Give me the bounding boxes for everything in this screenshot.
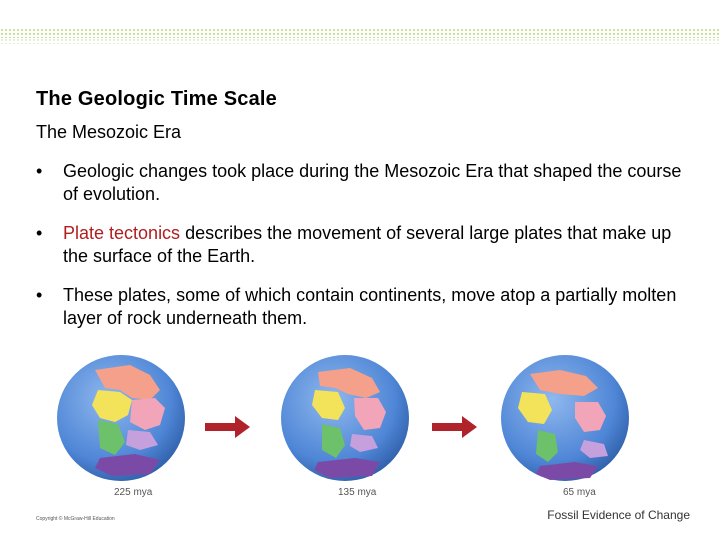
globe-135-mya (281, 355, 409, 481)
continental-drift-figure (0, 350, 720, 490)
copyright-notice: Copyright © McGraw-Hill Education (36, 516, 115, 522)
age-label-135: 135 mya (338, 487, 377, 498)
footer-topic: Fossil Evidence of Change (547, 508, 690, 522)
bullet-item (36, 284, 686, 330)
bullet-text: Geologic changes took place during the Mesozoic Era that shaped the course of evolution. (63, 161, 682, 204)
bullet-item (36, 160, 686, 206)
globe-225-mya (57, 355, 185, 481)
bullet-marker: • (36, 223, 43, 243)
bullet-text: describes the movement of several large plates that make up the surface of the Earth. (63, 223, 672, 266)
decorative-dotted-band-light (0, 38, 720, 44)
bullet-marker: • (36, 161, 43, 181)
bullet-text: These plates, some of which contain continents, move atop a partially molten layer of rock underneath them. (63, 285, 677, 328)
bullet-marker: • (36, 285, 43, 305)
bullet-item (36, 222, 686, 268)
drift-arrow-right (432, 416, 477, 438)
slide-subtitle: The Mesozoic Era (36, 122, 182, 142)
age-label-65: 65 mya (563, 487, 596, 498)
globe-65-mya (501, 355, 629, 481)
decorative-dotted-band (0, 28, 720, 38)
slide-title: The Geologic Time Scale (36, 88, 277, 110)
age-label-225: 225 mya (114, 487, 153, 498)
highlighted-term: Plate tectonics (63, 223, 181, 243)
drift-arrow-right (205, 416, 250, 438)
bullet-list (36, 160, 686, 346)
